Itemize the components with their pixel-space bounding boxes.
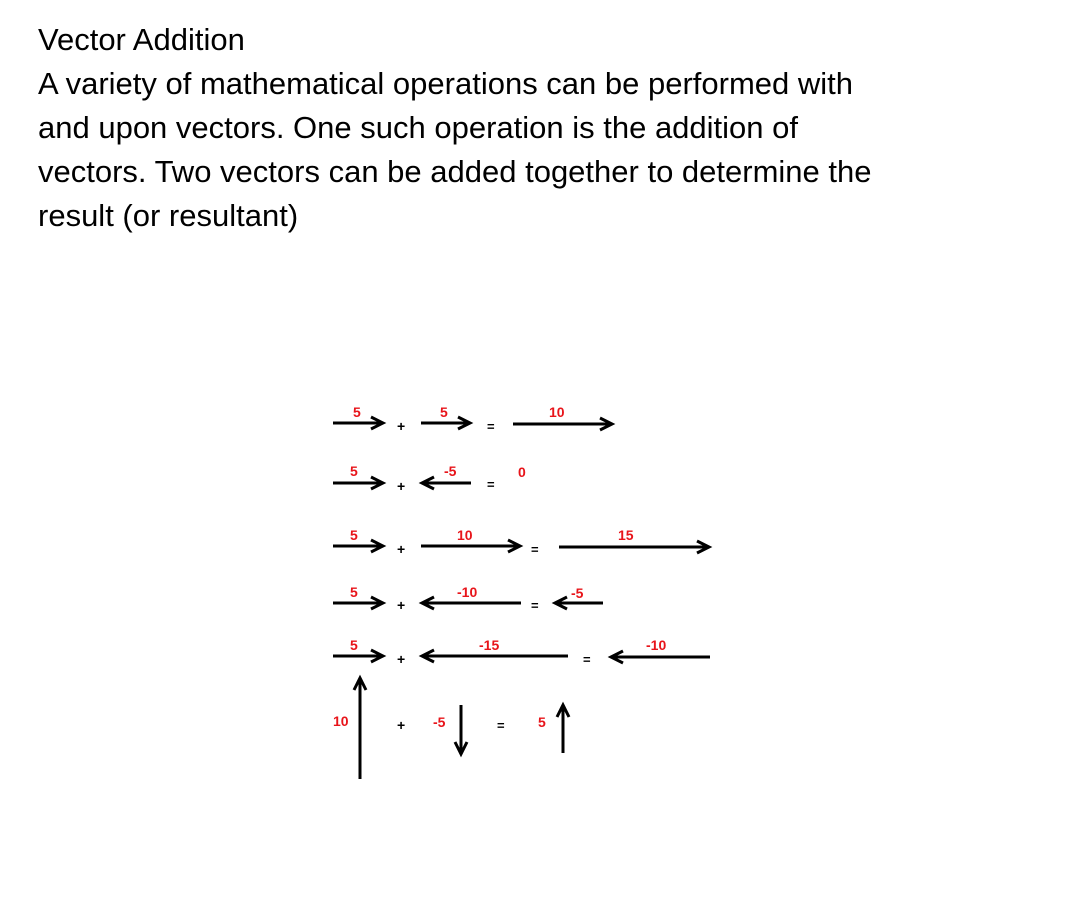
vector-label: 5 (350, 637, 358, 653)
vector-label: 5 (350, 584, 358, 600)
equation-row-4 (333, 584, 603, 613)
vector-label: 10 (333, 713, 349, 729)
vector-label: 5 (350, 463, 358, 479)
equals-sign: = (531, 598, 539, 613)
plus-sign: + (397, 651, 406, 667)
plus-sign: + (397, 418, 406, 434)
vector-label: 15 (618, 527, 634, 543)
plus-sign: + (397, 478, 406, 494)
body-line-2: and upon vectors. One such operation is the addition of (38, 110, 798, 145)
vector-label: 5 (353, 404, 361, 420)
plus-sign: + (397, 717, 406, 733)
slide-title: Vector Addition (38, 22, 245, 57)
body-line-1: A variety of mathematical operations can be performed with (38, 66, 854, 101)
equation-row-6 (333, 678, 569, 779)
plus-sign: + (397, 597, 406, 613)
equals-sign: = (583, 652, 591, 667)
plus-sign: + (397, 541, 406, 557)
vector-arrow (333, 540, 383, 552)
vector-label: 5 (538, 714, 546, 730)
vector-label: -5 (444, 463, 457, 479)
vector-label: 10 (457, 527, 473, 543)
equation-row-3 (333, 527, 709, 557)
body-line-4: result (or resultant) (38, 198, 299, 233)
vector-label: -5 (433, 714, 446, 730)
vector-arrow (559, 541, 709, 553)
body-line-3: vectors. Two vectors can be added together to determine the (38, 154, 872, 189)
equals-sign: = (487, 477, 495, 492)
vector-label: -5 (571, 585, 584, 601)
equation-row-1 (333, 404, 612, 434)
equals-sign: = (487, 419, 495, 434)
vector-arrow (333, 650, 383, 662)
vector-label: 5 (440, 404, 448, 420)
equation-row-5 (333, 637, 710, 667)
vector-label: 5 (350, 527, 358, 543)
vector-label: -10 (457, 584, 478, 600)
result-label: 0 (518, 464, 526, 480)
vector-label: -10 (646, 637, 667, 653)
vector-arrow (557, 705, 569, 753)
vector-label: 10 (549, 404, 565, 420)
vector-arrow (354, 678, 366, 779)
vector-label: -15 (479, 637, 500, 653)
vector-arrow (455, 705, 467, 754)
vector-arrow (333, 597, 383, 609)
vector-arrow (333, 477, 383, 489)
equation-row-2 (333, 463, 526, 494)
equals-sign: = (497, 718, 505, 733)
equals-sign: = (531, 542, 539, 557)
